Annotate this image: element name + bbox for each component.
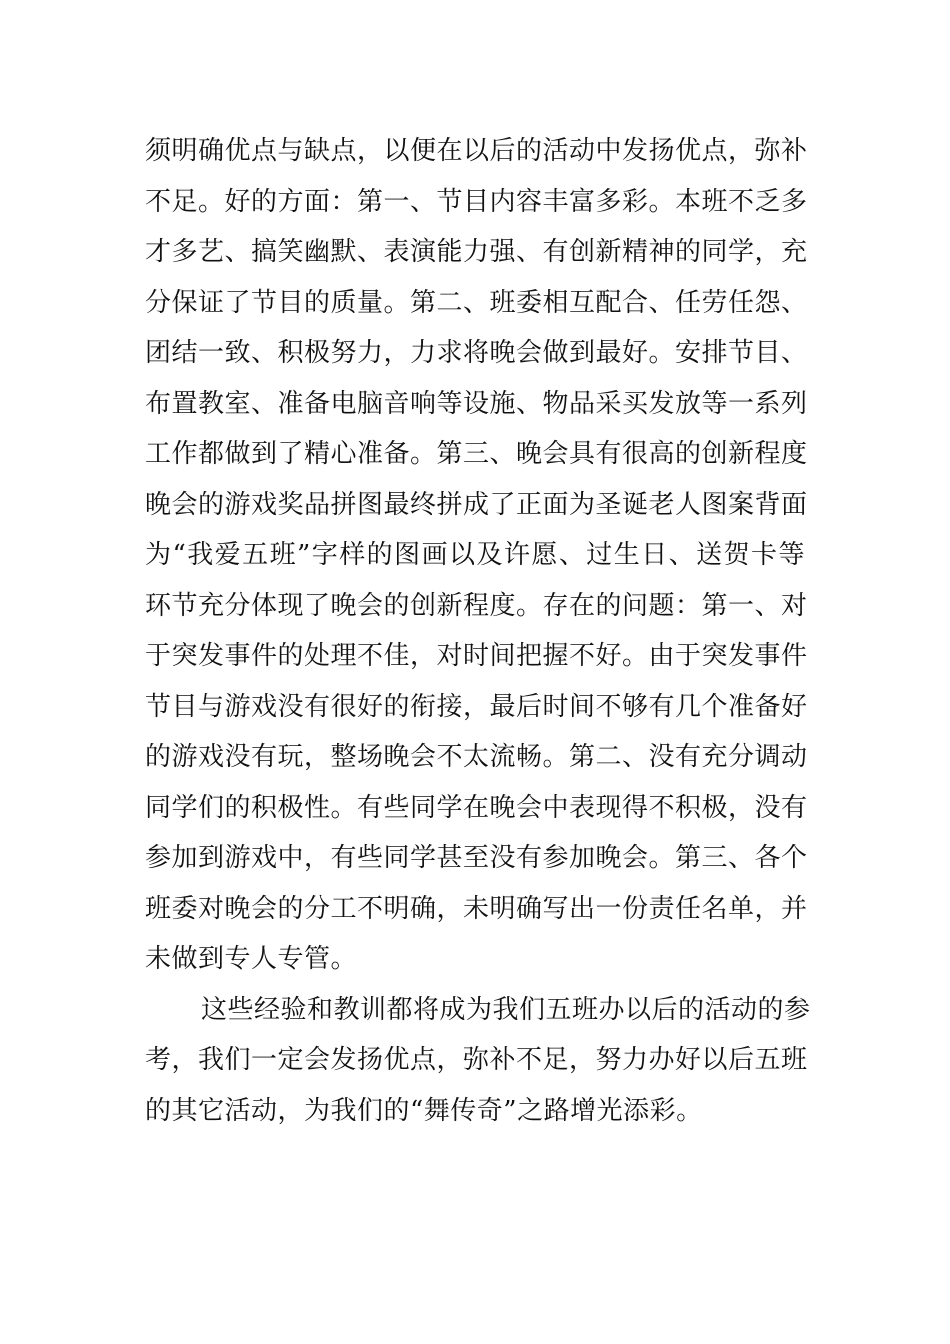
document-body: [145, 126, 811, 1136]
text-line: 的游戏没有玩，整场晚会不太流畅。第二、没有充分调动: [145, 742, 808, 772]
text-line: 参加到游戏中，有些同学甚至没有参加晚会。第三、各个: [145, 843, 808, 873]
text-line: 晚会的游戏奖品拼图最终拼成了正面为圣诞老人图案背面: [145, 489, 808, 520]
text-line: 班委对晚会的分工不明确，未明确写出一份责任名单，并: [145, 893, 808, 924]
text-line: 工作都做到了精心准备。第三、晚会具有很高的创新程度: [145, 439, 808, 469]
paragraph-end-line: 的其它活动，为我们的“舞传奇”之路增光添彩。: [145, 1095, 703, 1126]
text-line: 团结一致、积极努力，力求将晚会做到最好。安排节目、: [145, 338, 808, 368]
text-line: 不足。好的方面：第一、节目内容丰富多彩。本班不乏多: [145, 186, 808, 217]
text-line: 须明确优点与缺点，以便在以后的活动中发扬优点，弥补: [145, 136, 808, 166]
paragraph-end-line: 未做到专人专管。: [145, 944, 358, 974]
paragraph-first-line: 这些经验和教训都将成为我们五班办以后的活动的参: [201, 994, 811, 1025]
text-line: 考，我们一定会发扬优点，弥补不足，努力办好以后五班: [145, 1045, 808, 1075]
text-line: 同学们的积极性。有些同学在晚会中表现得不积极，没有: [145, 792, 808, 823]
text-line: 环节充分体现了晚会的创新程度。存在的问题：第一、对: [145, 590, 808, 621]
text-line: 分保证了节目的质量。第二、班委相互配合、任劳任怨、: [145, 287, 808, 318]
text-line: 为“我爱五班”字样的图画以及许愿、过生日、送贺卡等: [145, 540, 805, 570]
text-line: 布置教室、准备电脑音响等设施、物品采买发放等一系列: [145, 388, 808, 419]
text-line: 节目与游戏没有很好的衔接，最后时间不够有几个准备好: [145, 691, 808, 722]
text-line: 才多艺、搞笑幽默、表演能力强、有创新精神的同学，充: [145, 237, 808, 267]
text-line: 于突发事件的处理不佳，对时间把握不好。由于突发事件: [145, 641, 808, 671]
